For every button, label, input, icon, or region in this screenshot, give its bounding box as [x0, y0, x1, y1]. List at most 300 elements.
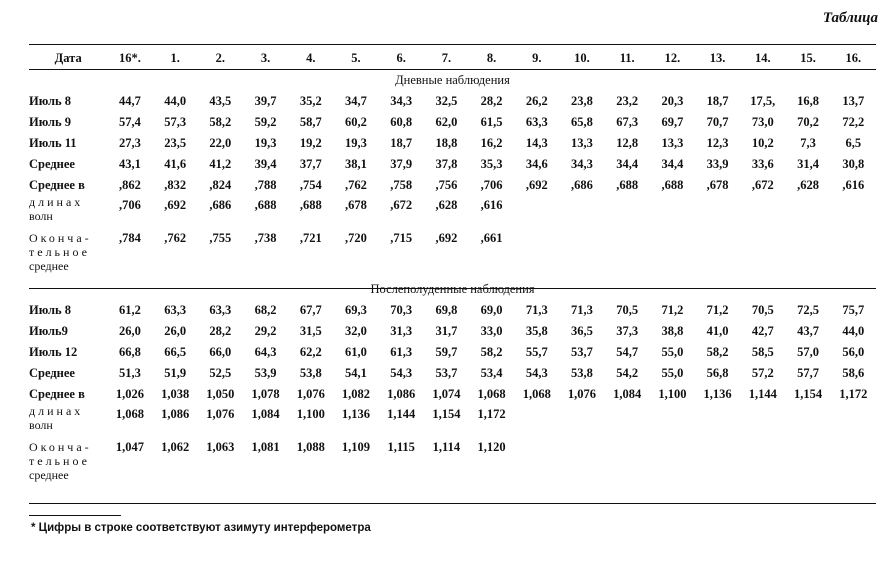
table-cell: 41,6 — [164, 157, 187, 171]
table-cell: 54,3 — [390, 366, 413, 380]
table-cell — [424, 175, 469, 227]
table-cell: 23,5 — [164, 136, 187, 150]
table-cell: 59,2 — [254, 115, 277, 129]
table-cell: 41,0 — [706, 324, 729, 338]
cell-value: 1,068 — [477, 387, 506, 401]
cell-value: ,692 — [164, 198, 187, 212]
column-header: 12. — [664, 51, 681, 65]
table-cell — [695, 175, 740, 227]
row-label-line: тельное — [29, 245, 90, 259]
row-label-line: Среднее в — [29, 178, 85, 192]
table-cell: 33,6 — [751, 157, 774, 171]
cell-value: ,862 — [119, 178, 141, 192]
table-row — [29, 321, 876, 342]
row-label-line: тельное — [29, 454, 90, 468]
table-cell: 58,2 — [706, 345, 729, 359]
observations-table — [29, 46, 876, 482]
cell-value: 1,076 — [296, 387, 325, 401]
table-cell: 71,3 — [571, 303, 593, 317]
table-cell: 44,7 — [119, 94, 141, 108]
table-cell — [785, 175, 830, 227]
row-label-line: Оконча- — [29, 231, 92, 245]
table-cell — [605, 384, 650, 436]
table-cell: 1,114 — [432, 440, 461, 454]
cell-value: 1,084 — [613, 387, 642, 401]
top-rule — [29, 44, 876, 45]
cell-value: 1,154 — [432, 407, 461, 421]
table-cell: 75,7 — [842, 303, 865, 317]
table-cell: 70,2 — [797, 115, 819, 129]
table-cell — [107, 175, 152, 227]
table-cell: 58,6 — [842, 366, 865, 380]
final-mean-row — [29, 436, 876, 482]
table-cell: ,721 — [299, 231, 322, 245]
table-cell: 26,2 — [525, 94, 548, 108]
cell-value: 1,038 — [161, 387, 190, 401]
table-cell: 57,2 — [751, 366, 774, 380]
table-cell — [605, 436, 650, 482]
cell-value: 1,076 — [206, 407, 235, 421]
table-cell: 34,3 — [571, 157, 593, 171]
table-cell — [514, 384, 559, 436]
table-cell: 26,0 — [119, 324, 141, 338]
table-cell: 1,115 — [387, 440, 415, 454]
table-cell: 54,3 — [525, 366, 548, 380]
cell-value: 1,154 — [793, 387, 823, 401]
section-heading-row — [29, 70, 876, 91]
table-cell: 70,3 — [390, 303, 413, 317]
cell-value: ,628 — [797, 178, 819, 192]
table-cell — [424, 384, 469, 436]
table-cell — [469, 384, 514, 436]
table-cell: 43,1 — [119, 157, 141, 171]
table-cell — [785, 436, 830, 482]
table-cell — [650, 227, 695, 273]
table-cell: 31,7 — [435, 324, 458, 338]
column-header: 7. — [441, 51, 452, 65]
table-row — [29, 133, 876, 154]
table-cell: 31,3 — [390, 324, 413, 338]
table-cell — [153, 384, 198, 436]
cell-value: ,672 — [751, 178, 774, 192]
table-cell — [605, 175, 650, 227]
table-cell — [559, 227, 604, 273]
cell-value: ,754 — [299, 178, 322, 192]
cell-value: ,688 — [661, 178, 684, 192]
table-cell: 36,5 — [571, 324, 593, 338]
row-label-line: волн — [29, 209, 53, 223]
cell-value: 1,086 — [387, 387, 416, 401]
column-header: 9. — [532, 51, 542, 65]
table-cell: 19,3 — [345, 136, 367, 150]
table-cell: 61,3 — [390, 345, 413, 359]
row-label: Среднее — [29, 157, 75, 171]
table-cell: 37,3 — [616, 324, 639, 338]
cell-value: 1,136 — [341, 407, 371, 421]
table-cell: 23,2 — [616, 94, 639, 108]
table-cell: 63,3 — [525, 115, 548, 129]
table-cell: 71,3 — [525, 303, 548, 317]
table-cell — [153, 175, 198, 227]
table-cell: ,762 — [164, 231, 187, 245]
cell-value: 1,144 — [748, 387, 777, 401]
table-cell: 1,088 — [296, 440, 325, 454]
table-cell: 55,0 — [661, 366, 684, 380]
table-cell — [514, 227, 559, 273]
table-cell: 69,8 — [435, 303, 458, 317]
cell-value: ,678 — [706, 178, 729, 192]
cell-value: ,706 — [119, 198, 141, 212]
row-label — [29, 384, 107, 436]
table-cell — [333, 384, 378, 436]
table-cell: 54,7 — [616, 345, 639, 359]
cell-value: ,758 — [390, 178, 413, 192]
cell-value: 1,144 — [387, 407, 416, 421]
table-cell: 39,4 — [254, 157, 277, 171]
bottom-rule — [29, 503, 876, 504]
table-cell: 33,9 — [706, 157, 729, 171]
cell-value: ,688 — [299, 198, 322, 212]
table-cell: 18,8 — [435, 136, 458, 150]
table-cell: 34,4 — [661, 157, 684, 171]
table-cell: 57,7 — [797, 366, 819, 380]
table-cell: 1,109 — [341, 440, 371, 454]
table-cell: 12,8 — [616, 136, 639, 150]
cell-value: 1,026 — [115, 387, 145, 401]
table-cell — [785, 227, 830, 273]
table-cell: 31,4 — [797, 157, 819, 171]
row-label-line: длинах — [29, 195, 84, 209]
table-cell — [831, 436, 876, 482]
table-cell: ,692 — [435, 231, 458, 245]
table-cell: 1,081 — [251, 440, 280, 454]
table-cell — [379, 384, 424, 436]
table-cell — [379, 175, 424, 227]
table-cell: 54,1 — [345, 366, 367, 380]
table-cell: 37,7 — [299, 157, 322, 171]
table-cell: 30,8 — [842, 157, 865, 171]
table-cell: 61,2 — [119, 303, 141, 317]
section-heading: Дневные наблюдения — [395, 73, 510, 87]
table-cell: 44,0 — [164, 94, 187, 108]
table-cell: 63,3 — [209, 303, 232, 317]
table-cell: 18,7 — [706, 94, 729, 108]
table-cell: 32,0 — [345, 324, 367, 338]
row-label — [29, 175, 107, 227]
column-header: 1. — [170, 51, 180, 65]
table-cell — [695, 227, 740, 273]
cell-value: ,686 — [209, 198, 232, 212]
cell-value: ,788 — [254, 178, 277, 192]
column-header: 6. — [396, 51, 406, 65]
table-cell: 72,2 — [842, 115, 865, 129]
table-cell: 67,7 — [299, 303, 322, 317]
table-cell — [831, 227, 876, 273]
table-cell: 38,8 — [661, 324, 684, 338]
table-cell: 64,3 — [254, 345, 277, 359]
table-cell: 18,7 — [390, 136, 413, 150]
table-cell: 71,2 — [661, 303, 684, 317]
table-cell: 66,8 — [119, 345, 141, 359]
table-cell: 69,7 — [661, 115, 684, 129]
table-cell — [650, 436, 695, 482]
table-cell — [605, 227, 650, 273]
table-cell: 14,3 — [525, 136, 548, 150]
row-label-line: Среднее в — [29, 387, 85, 401]
table-cell: 39,7 — [254, 94, 277, 108]
column-header: 11. — [619, 51, 635, 65]
table-cell — [831, 384, 876, 436]
table-cell — [469, 175, 514, 227]
table-cell: 29,2 — [254, 324, 277, 338]
cell-value: 1,172 — [839, 387, 868, 401]
cell-value: 1,068 — [522, 387, 551, 401]
table-cell — [740, 436, 785, 482]
table-cell: 13,3 — [571, 136, 593, 150]
table-cell: 1,120 — [477, 440, 506, 454]
column-header: 8. — [486, 51, 497, 65]
cell-value: ,706 — [480, 178, 503, 192]
table-cell — [831, 175, 876, 227]
table-cell: 54,2 — [616, 366, 639, 380]
table-cell — [695, 384, 740, 436]
table-cell: 6,5 — [845, 136, 862, 150]
cell-value: 1,078 — [251, 387, 280, 401]
table-cell: 62,0 — [435, 115, 458, 129]
table-cell: 13,7 — [842, 94, 865, 108]
column-header: 10. — [574, 51, 590, 65]
table-row — [29, 91, 876, 112]
table-cell — [785, 384, 830, 436]
cell-value: 1,100 — [296, 407, 325, 421]
table-cell — [559, 436, 604, 482]
column-header: 13. — [709, 51, 726, 65]
table-cell — [514, 175, 559, 227]
row-label-line: волн — [29, 418, 53, 432]
table-cell: 68,2 — [254, 303, 277, 317]
table-cell — [107, 384, 152, 436]
cell-value: 1,086 — [161, 407, 190, 421]
footnote-rule — [29, 515, 121, 516]
table-cell: 51,3 — [119, 366, 141, 380]
column-header: 16*. — [119, 51, 141, 65]
mean-wavelength-row — [29, 175, 876, 227]
table-cell: 70,5 — [751, 303, 774, 317]
table-cell: 53,7 — [571, 345, 593, 359]
row-label: Июль 11 — [29, 136, 77, 150]
table-cell — [559, 384, 604, 436]
table-cell: 16,2 — [480, 136, 503, 150]
table-cell: 70,7 — [706, 115, 729, 129]
table-cell: 34,6 — [525, 157, 548, 171]
table-cell — [288, 175, 333, 227]
table-cell: 52,5 — [209, 366, 232, 380]
table-cell: 28,2 — [209, 324, 232, 338]
table-cell: 70,5 — [616, 303, 639, 317]
table-cell: 58,2 — [209, 115, 232, 129]
table-cell — [695, 436, 740, 482]
table-cell: 37,9 — [390, 157, 413, 171]
table-cell — [514, 436, 559, 482]
table-cell — [198, 384, 243, 436]
date-column-header: Дата — [54, 51, 82, 65]
table-cell: 7,3 — [800, 136, 816, 150]
cell-value: ,688 — [616, 178, 639, 192]
table-cell: 56,8 — [706, 366, 729, 380]
table-cell: 19,3 — [254, 136, 277, 150]
table-cell: 17,5, — [750, 94, 776, 108]
row-label-line: среднее — [29, 468, 69, 482]
row-label-line: Оконча- — [29, 440, 92, 454]
table-cell — [198, 175, 243, 227]
table-cell: 55,0 — [661, 345, 684, 359]
table-cell: 27,3 — [119, 136, 141, 150]
table-cell: 58,7 — [299, 115, 322, 129]
cell-value: 1,100 — [658, 387, 687, 401]
table-cell: 16,8 — [797, 94, 819, 108]
table-cell: 22,0 — [209, 136, 232, 150]
row-label: Июль 9 — [29, 115, 71, 129]
table-cell: 12,3 — [706, 136, 729, 150]
row-label — [29, 436, 107, 482]
table-cell: 53,8 — [299, 366, 322, 380]
table-cell: 69,0 — [480, 303, 503, 317]
row-label: Июль 8 — [29, 303, 71, 317]
table-cell: 37,8 — [435, 157, 458, 171]
table-cell: 57,4 — [119, 115, 141, 129]
table-cell: 34,3 — [390, 94, 413, 108]
table-cell — [650, 175, 695, 227]
row-label: Среднее — [29, 366, 75, 380]
table-cell: 1,063 — [206, 440, 235, 454]
table-cell: 53,4 — [480, 366, 503, 380]
table-cell: 51,9 — [164, 366, 187, 380]
section-heading-row — [29, 279, 876, 300]
table-cell: 42,7 — [751, 324, 774, 338]
cell-value: ,616 — [480, 198, 503, 212]
cell-value: ,616 — [842, 178, 865, 192]
table-cell: 33,0 — [480, 324, 503, 338]
table-cell — [650, 384, 695, 436]
table-cell — [243, 384, 288, 436]
table-cell: 10,2 — [751, 136, 774, 150]
cell-value: ,678 — [345, 198, 367, 212]
cell-value: ,692 — [525, 178, 548, 192]
table-cell — [559, 175, 604, 227]
cell-value: ,628 — [435, 198, 458, 212]
table-cell: 58,5 — [751, 345, 774, 359]
table-cell: ,661 — [480, 231, 503, 245]
table-cell: 56,0 — [842, 345, 865, 359]
table-cell: 67,3 — [616, 115, 639, 129]
table-row — [29, 300, 876, 321]
table-cell: ,715 — [390, 231, 413, 245]
cell-value: ,762 — [345, 178, 367, 192]
table-cell: 66,0 — [209, 345, 232, 359]
mean-wavelength-row — [29, 384, 876, 436]
table-cell: 31,5 — [299, 324, 322, 338]
table-cell: 62,2 — [299, 345, 322, 359]
cell-value: ,756 — [435, 178, 458, 192]
table-cell: 73,0 — [751, 115, 774, 129]
cell-value: 1,050 — [206, 387, 235, 401]
table-cell — [333, 175, 378, 227]
final-mean-row — [29, 227, 876, 273]
column-header: 4. — [306, 51, 316, 65]
cell-value: 1,068 — [115, 407, 145, 421]
table-cell: 61,0 — [345, 345, 367, 359]
table-cell: 59,7 — [435, 345, 458, 359]
table-cell: 43,7 — [797, 324, 819, 338]
row-label: Июль 12 — [29, 345, 78, 359]
table-cell — [740, 227, 785, 273]
table-cell: ,738 — [254, 231, 277, 245]
table-cell: 53,9 — [254, 366, 277, 380]
column-header: 16. — [845, 51, 862, 65]
table-cell: 20,3 — [661, 94, 684, 108]
table-cell: ,720 — [345, 231, 367, 245]
table-cell: 43,5 — [209, 94, 232, 108]
table-cell: 61,5 — [480, 115, 503, 129]
table-cell: 65,8 — [571, 115, 593, 129]
cell-value: 1,074 — [432, 387, 461, 401]
table-cell: 71,2 — [706, 303, 729, 317]
table-cell: 34,4 — [616, 157, 639, 171]
row-label — [29, 227, 107, 273]
table-cell: 57,3 — [164, 115, 187, 129]
table-cell: 13,3 — [661, 136, 684, 150]
table-cell: 34,7 — [345, 94, 367, 108]
table-cell: 23,8 — [571, 94, 593, 108]
footnote: * Цифры в строке соответствуют азимуту интерферометра — [31, 522, 371, 534]
table-cell: 53,8 — [571, 366, 593, 380]
table-cell: 55,7 — [525, 345, 548, 359]
cell-value: 1,136 — [703, 387, 732, 401]
table-cell: 26,0 — [164, 324, 187, 338]
table-row — [29, 154, 876, 175]
table-cell: 19,2 — [299, 136, 322, 150]
table-cell: ,784 — [119, 231, 141, 245]
table-cell: 35,8 — [525, 324, 548, 338]
row-label-line: длинах — [29, 404, 84, 418]
column-header: 3. — [260, 51, 271, 65]
row-label: Июль9 — [29, 324, 68, 338]
cell-value: ,688 — [254, 198, 277, 212]
row-label: Июль 8 — [29, 94, 71, 108]
table-cell: 66,5 — [164, 345, 187, 359]
cell-value: 1,172 — [477, 407, 506, 421]
cell-value: 1,084 — [251, 407, 280, 421]
header-row — [29, 46, 876, 70]
table-cell: 72,5 — [797, 303, 819, 317]
table-cell: 44,0 — [842, 324, 865, 338]
table-cell: 60,8 — [390, 115, 413, 129]
table-cell: 69,3 — [345, 303, 367, 317]
table-row — [29, 112, 876, 133]
section-heading: Послеполуденные наблюдения — [370, 282, 535, 296]
table-caption: Таблица — [822, 10, 878, 26]
table-cell: 57,0 — [797, 345, 819, 359]
table-cell — [740, 175, 785, 227]
table-cell: 63,3 — [164, 303, 187, 317]
cell-value: ,824 — [209, 178, 232, 192]
table-cell: 32,5 — [435, 94, 458, 108]
table-cell: 60,2 — [345, 115, 367, 129]
table-cell: 1,062 — [161, 440, 190, 454]
cell-value: ,686 — [571, 178, 593, 192]
table-row — [29, 342, 876, 363]
column-header: 14. — [754, 51, 771, 65]
